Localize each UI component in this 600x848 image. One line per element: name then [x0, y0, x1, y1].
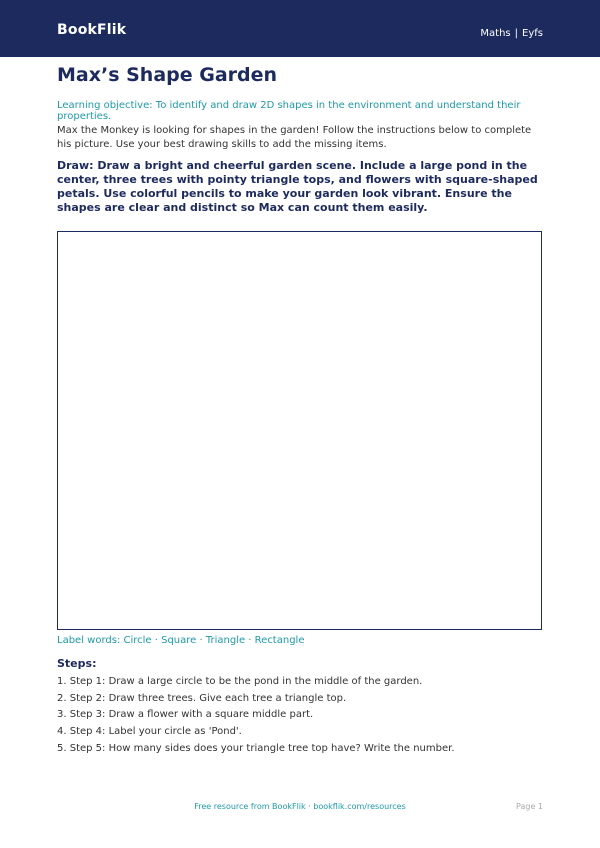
draw-instructions: Draw: Draw a bright and cheerful garden scene. Include a large pond in the center, three trees with pointy triangle tops, and flowers with square-shaped petals. Use colorful pencils to make your garden look vibrant. Ensure the shapes are clear and distinct so Max can count them easily.: [57, 159, 538, 214]
steps-list: [57, 675, 547, 758]
level-label: Eyfs: [522, 28, 543, 39]
footer-credit[interactable]: Free resource from BookFlik · bookflik.com/resources: [194, 802, 406, 811]
subject-label: Maths: [480, 28, 511, 39]
drawing-area[interactable]: [57, 231, 542, 630]
step-item: 2. Step 2: Draw three trees. Give each tree a triangle top.: [57, 692, 347, 704]
page-title: Max’s Shape Garden: [57, 64, 278, 86]
steps-heading: Steps:: [57, 657, 97, 670]
step-item: 4. Step 4: Label your circle as 'Pond'.: [57, 726, 242, 738]
page-header: [0, 0, 600, 57]
page-number: Page 1: [516, 802, 543, 811]
learning-objective: Learning objective: To identify and draw 2D shapes in the environment and understand their properties.: [57, 100, 521, 122]
intro-text: Max the Monkey is looking for shapes in the garden! Follow the instructions below to complete his picture. Use your best drawing skills to add the missing items.: [57, 125, 532, 150]
header-meta: [480, 28, 543, 39]
step-item: 5. Step 5: How many sides does your triangle tree top have? Write the number.: [57, 742, 455, 754]
brand-logo[interactable]: BookFlik: [57, 22, 127, 38]
step-item: 3. Step 3: Draw a flower with a square middle part.: [57, 709, 314, 721]
step-item: 1. Step 1: Draw a large circle to be the pond in the middle of the garden.: [57, 676, 423, 687]
meta-separator: |: [514, 28, 519, 39]
label-words: Label words: Circle · Square · Triangle · Rectangle: [57, 635, 305, 646]
